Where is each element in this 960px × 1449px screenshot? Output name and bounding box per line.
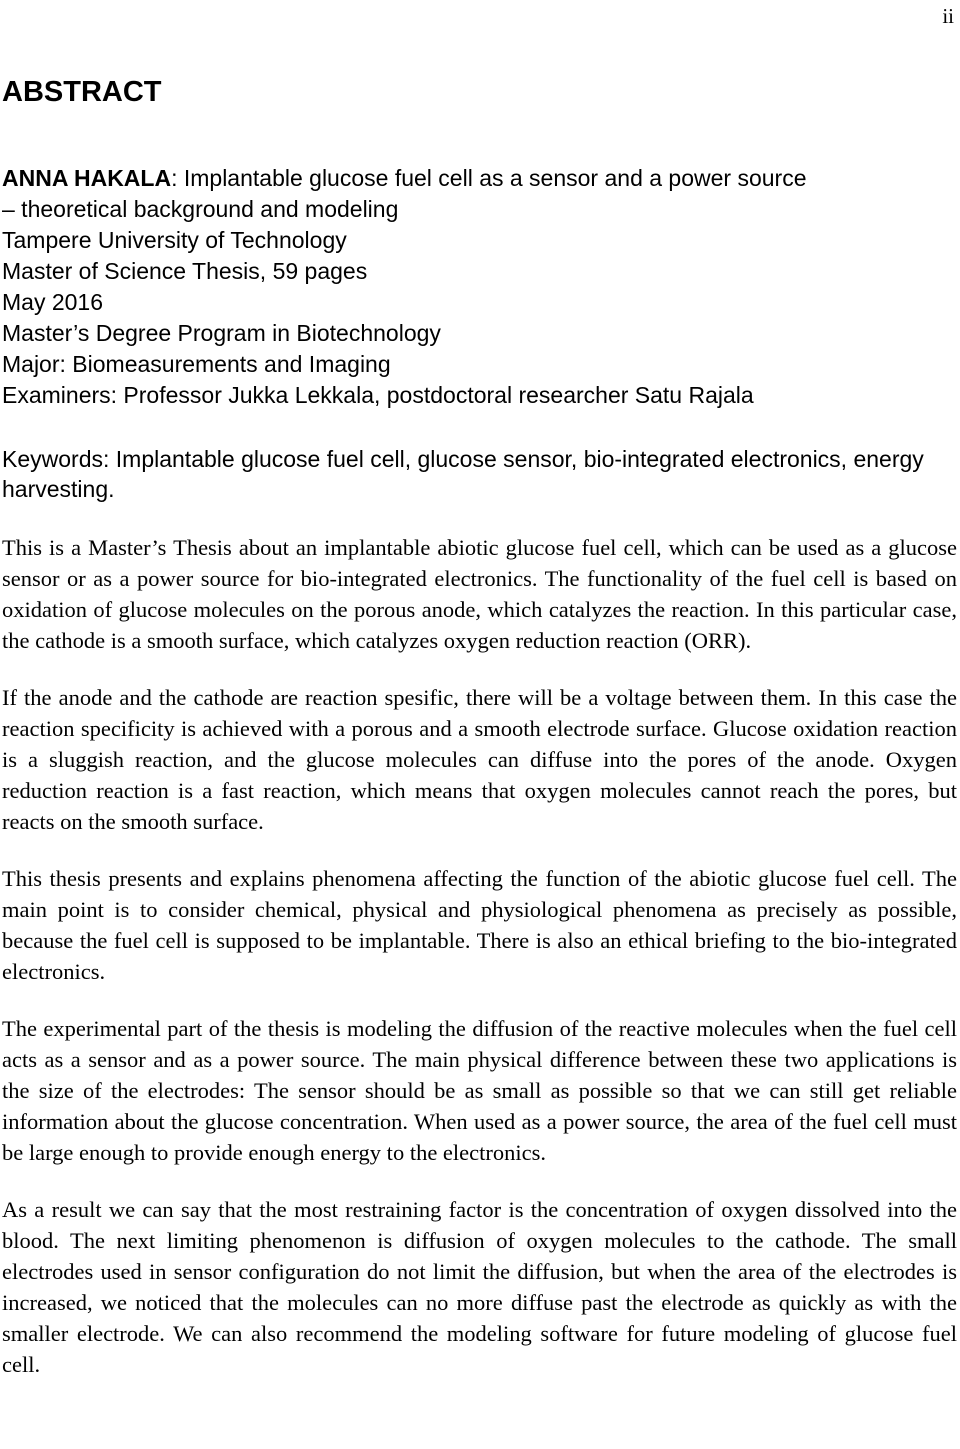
page-number: ii bbox=[942, 4, 954, 28]
university: Tampere University of Technology bbox=[2, 227, 347, 253]
abstract-paragraph: If the anode and the cathode are reaction spesific, there will be a voltage between them. In this case the reaction specificity is achieved with a porous and a smooth electrode surface. Glucose oxidation reaction is a sluggish reaction, and the glucose molecules can diffuse into the pores of the anode. Oxygen reduction reaction is a fast reaction, which means that oxygen molecules cannot reach the pores, but reacts on the smooth surface. bbox=[2, 685, 957, 834]
examiners: Examiners: Professor Jukka Lekkala, postdoctoral researcher Satu Rajala bbox=[2, 382, 754, 408]
thesis-metadata bbox=[2, 163, 958, 411]
abstract-paragraph: This is a Master’s Thesis about an implantable abiotic glucose fuel cell, which can be used as a glucose sensor or as a power source for bio-integrated electronics. The functionality of the fuel cell is based on oxidation of glucose molecules on the porous anode, which catalyzes the reaction. In this particular case, the cathode is a smooth surface, which catalyzes oxygen reduction reaction (ORR). bbox=[2, 535, 957, 653]
thesis-type: Master of Science Thesis, 59 pages bbox=[2, 258, 368, 284]
abstract-heading: ABSTRACT bbox=[2, 76, 162, 108]
thesis-date: May 2016 bbox=[2, 289, 104, 315]
abstract-paragraph: This thesis presents and explains phenomena affecting the function of the abiotic glucose fuel cell. The main point is to consider chemical, physical and physiological phenomena as precisely as possible, because the fuel cell is supposed to be implantable. There is also an ethical briefing to the bio-integrated electronics. bbox=[2, 866, 957, 984]
title-line bbox=[2, 163, 958, 194]
abstract-paragraph: The experimental part of the thesis is modeling the diffusion of the reactive molecules when the fuel cell acts as a sensor and as a power source. The main physical difference between these two applications is the size of the electrodes: The sensor should be as small as possible so that we can still get reliable information about the glucose concentration. When used as a power source, the area of the fuel cell must be large enough to provide enough energy to the electronics. bbox=[2, 1016, 957, 1165]
abstract-paragraph: As a result we can say that the most restraining factor is the concentration of oxygen dissolved into the blood. The next limiting phenomenon is diffusion of oxygen molecules to the cathode. The small electrodes used in sensor configuration do not limit the diffusion, but when the area of the electrodes is increased, we noticed that the molecules can no more diffuse past the electrode as quickly as with the smaller electrode. We can also recommend the modeling software for future modeling of glucose fuel cell. bbox=[2, 1197, 957, 1377]
degree-program: Master’s Degree Program in Biotechnology bbox=[2, 320, 441, 346]
author-name: ANNA HAKALA bbox=[2, 165, 172, 191]
keywords: Keywords: Implantable glucose fuel cell, glucose sensor, bio-integrated electronics, energy harvesting. bbox=[2, 446, 924, 502]
major: Major: Biomeasurements and Imaging bbox=[2, 351, 391, 377]
thesis-title-part2: – theoretical background and modeling bbox=[2, 196, 399, 222]
thesis-title-part1: : Implantable glucose fuel cell as a sensor and a power source bbox=[171, 165, 807, 191]
abstract-body bbox=[2, 532, 957, 1406]
